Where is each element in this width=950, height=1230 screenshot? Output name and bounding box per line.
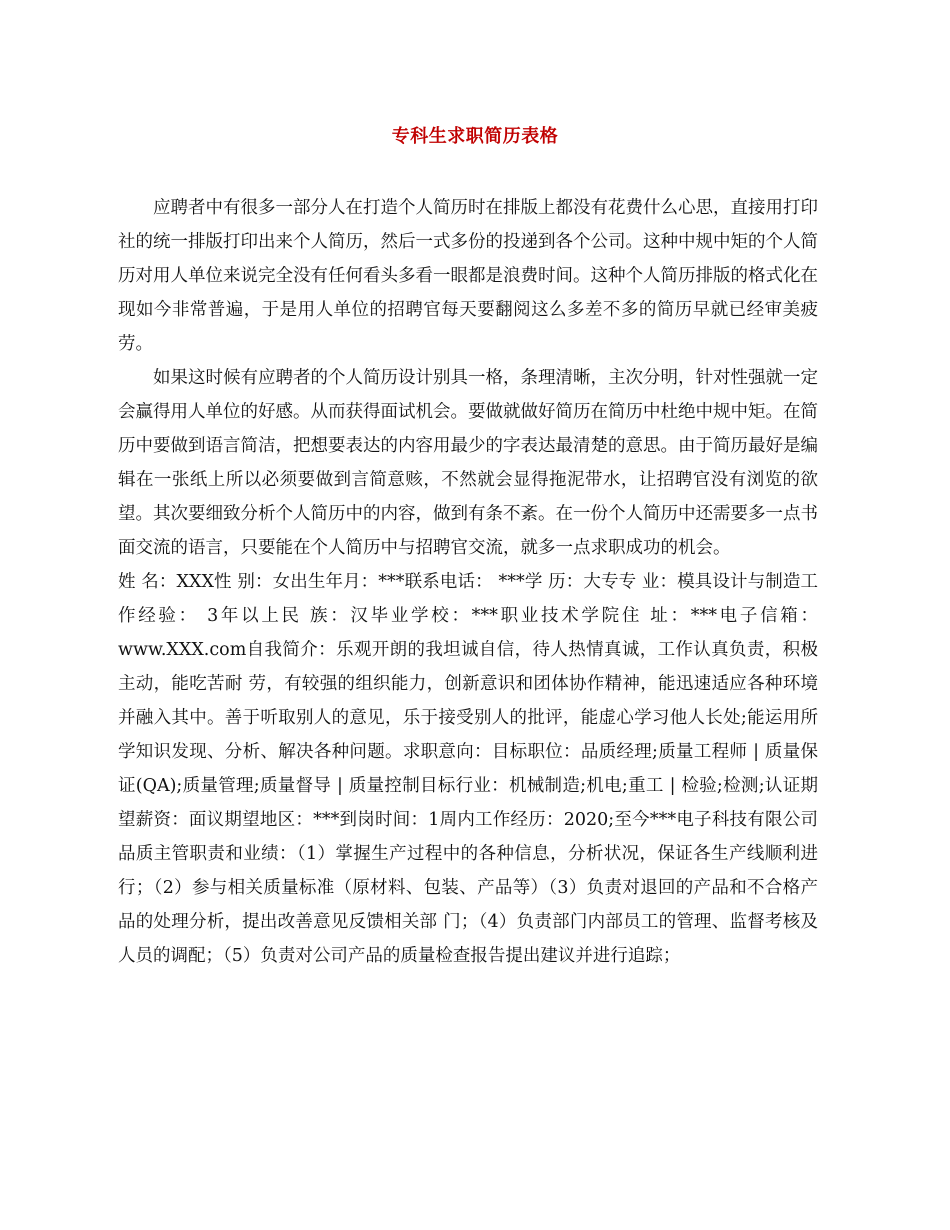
resume-details: 姓 名：XXX性 别：女出生年月：***联系电话： ***学 历：大专专 业：模具设计与制造工作经验： 3年以上民 族：汉毕业学校：***职业技术学院住 址：***电子信箱：www.XXX.com自我简介：乐观开朗的我坦诚自信，待人热情真诚，工作认真负责，积极主动，能吃苦耐 劳，有较强的组织能力，创新意识和团体协作精神，能迅速适应各种环境并融入其中。善于听取别人的意见，乐于接受别人的批评，能虚心学习他人长处;能运用所学知识发现、分析、解决各种问题。求职意向：目标职位：品质经理;质量工程师 | 质量保证(QA);质量管理;质量督导 | 质量控制目标行业：机械制造;机电;重工 | 检验;检测;认证期望薪资：面议期望地区：***到岗时间：1周内工作经历：2020;至今***电子科技有限公司 品质主管职责和业绩：（1）掌握生产过程中的各种信息，分析状况，保证各生产线顺利进行；（2）参与相关质量标准（原材料、包装、产品等）（3）负责对退回的产品和不合格产品的处理分析，提出改善意见反馈相关部 门；（4）负责部门内部员工的管理、监督考核及人员的调配；（5）负责对公司产品的质量检查报告提出建议并进行追踪； (118, 572, 818, 966)
document-body (118, 191, 818, 973)
paragraph-advice: 如果这时候有应聘者的个人简历设计别具一格，条理清晰，主次分明，针对性强就一定会赢得用人单位的好感。从而获得面试机会。要做就做好简历在简历中杜绝中规中矩。在简历中要做到语言简洁，把想要表达的内容用最少的字表达最清楚的意思。由于简历最好是编辑在一张纸上所以必须要做到言简意赅，不然就会显得拖泥带水，让招聘官没有浏览的欲望。其次要细致分析个人简历中的内容，做到有条不紊。在一份个人简历中还需要多一点书面交流的语言，只要能在个人简历中与招聘官交流，就多一点求职成功的机会。 (118, 368, 818, 558)
paragraph-intro: 应聘者中有很多一部分人在打造个人简历时在排版上都没有花费什么心思，直接用打印社的统一排版打印出来个人简历，然后一式多份的投递到各个公司。这种中规中矩的个人简历对用人单位来说完全没有任何看头多看一眼都是浪费时间。这种个人简历排版的格式化在现如今非常普遍，于是用人单位的招聘官每天要翻阅这么多差不多的简历早就已经审美疲劳。 (118, 198, 818, 354)
document-title: 专科生求职简历表格 (391, 126, 559, 147)
